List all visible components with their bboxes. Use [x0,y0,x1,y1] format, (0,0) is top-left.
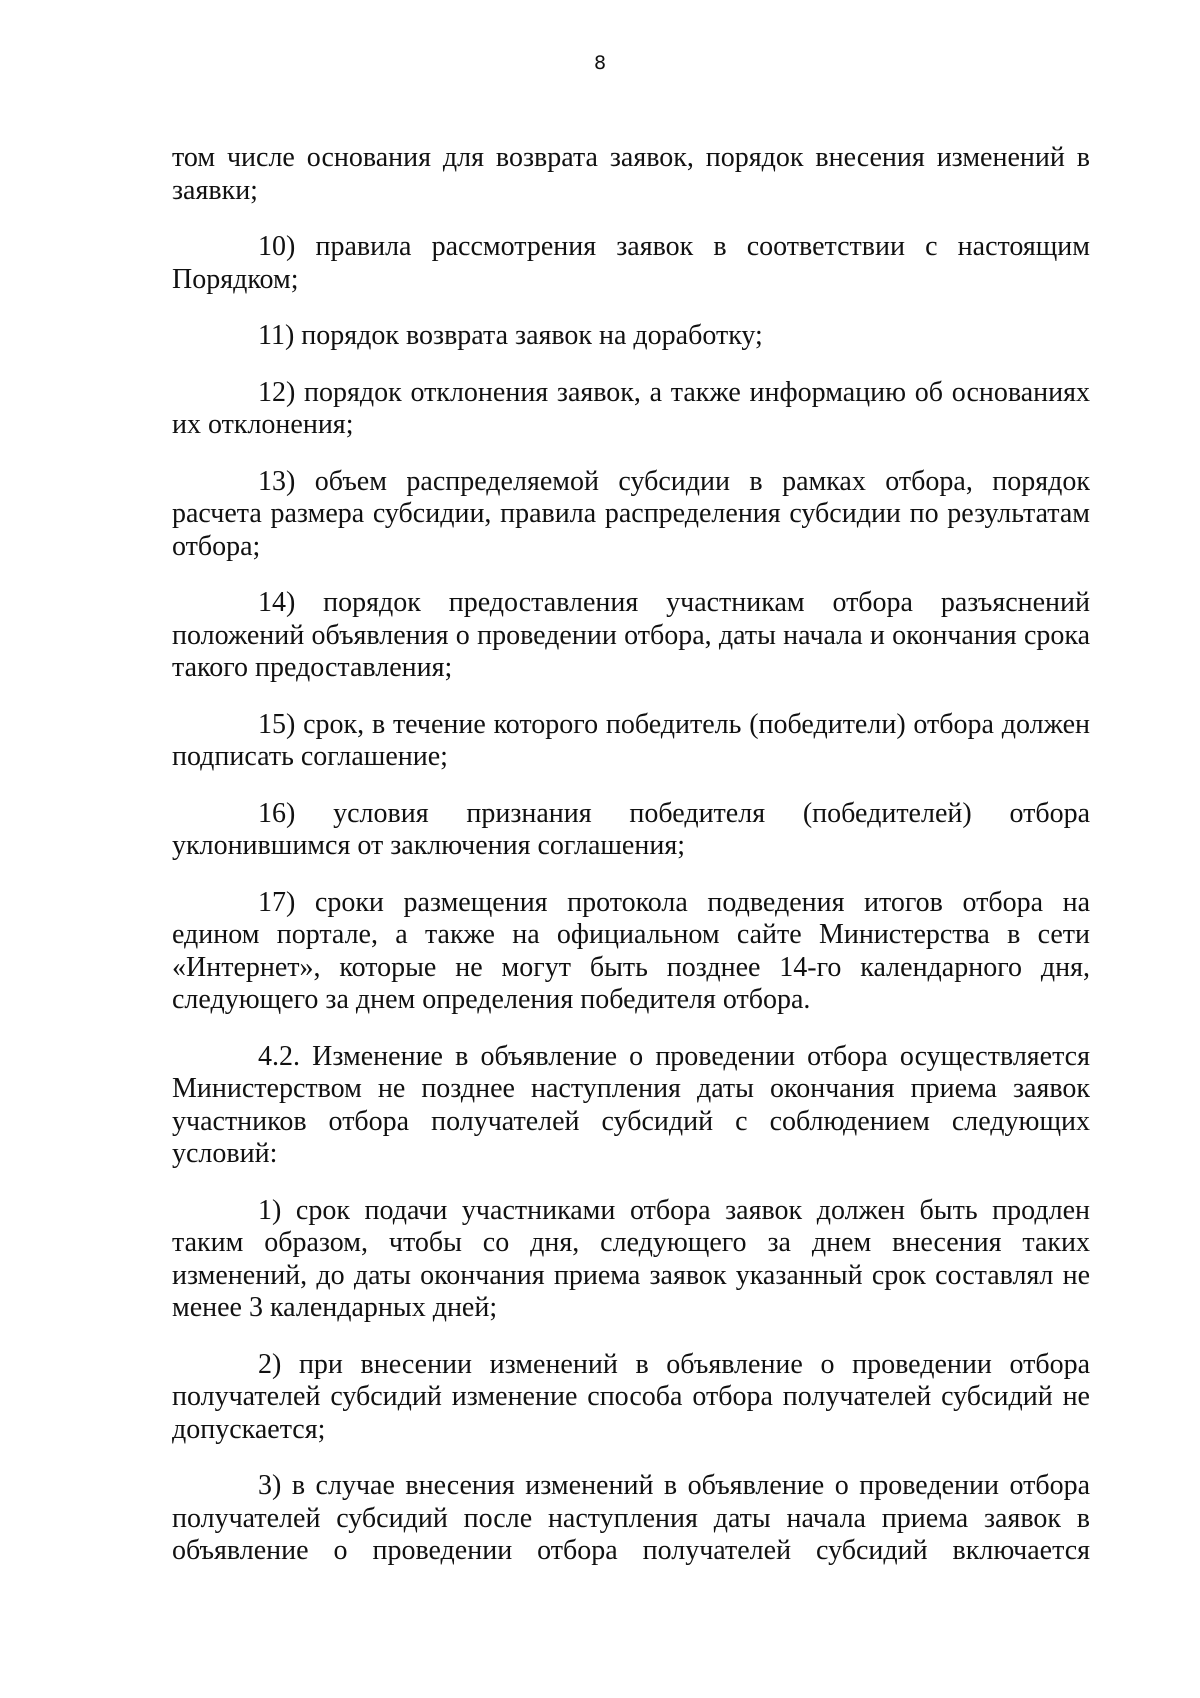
paragraph-condition-3: 3) в случае внесения изменений в объявление о проведении отбора получателей субсидий после наступления даты начала приема заявок в объявление о проведении отбора получателей субсидий включается [172,1470,1090,1566]
document-body [172,142,1090,1568]
paragraph-item-17: 17) сроки размещения протокола подведения итогов отбора на едином портале, а также на официальном сайте Министерства в сети «Интернет», которые не могут быть позднее 14-го календарного дня, следующего за днем определения победителя отбора. [172,886,1090,1015]
paragraph-condition-2: 2) при внесении изменений в объявление о проведении отбора получателей субсидий изменение способа отбора получателей субсидий не допускается; [172,1348,1090,1445]
paragraph-item-15: 15) срок, в течение которого победитель (победители) отбора должен подписать соглашение; [172,708,1090,772]
paragraph-continuation: том числе основания для возврата заявок, порядок внесения изменений в заявки; [172,142,1090,206]
paragraph-section-4-2: 4.2. Изменение в объявление о проведении отбора осуществляется Министерством не позднее наступления даты окончания приема заявок участников отбора получателей субсидий с соблюдением следующих условий: [172,1040,1090,1169]
page-number: 8 [593,52,607,74]
paragraph-item-11: 11) порядок возврата заявок на доработку; [258,320,763,351]
paragraph-item-12: 12) порядок отклонения заявок, а также информацию об основаниях их отклонения; [172,376,1090,440]
paragraph-item-14: 14) порядок предоставления участникам отбора разъяснений положений объявления о проведении отбора, даты начала и окончания срока такого предоставления; [172,587,1090,683]
paragraph-item-16: 16) условия признания победителя (победителей) отбора уклонившимся от заключения соглашения; [172,797,1090,861]
paragraph-condition-1: 1) срок подачи участниками отбора заявок должен быть продлен таким образом, чтобы со дня, следующего за днем внесения таких изменений, до даты окончания приема заявок указанный срок составлял не менее 3 календарных дней; [172,1194,1090,1323]
paragraph-item-13: 13) объем распределяемой субсидии в рамках отбора, порядок расчета размера субсидии, правила распределения субсидии по результатам отбора; [172,465,1090,562]
paragraph-item-10: 10) правила рассмотрения заявок в соответствии с настоящим Порядком; [172,231,1090,295]
